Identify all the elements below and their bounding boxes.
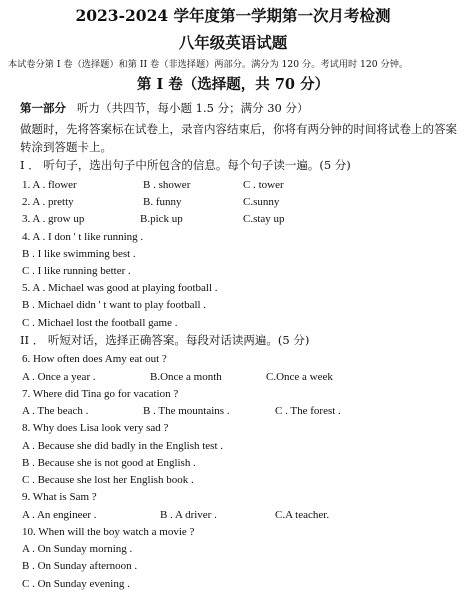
q2-option-c: C.sunny [243, 196, 280, 208]
q7-option-b: B . The mountains . [143, 405, 230, 417]
q4-option-a: 4. A . I don ' t like running . [22, 231, 144, 243]
q1-option-b: B . shower [143, 179, 191, 191]
exam-title: 2023-2024 学年度第一学期第一次月考检测 [75, 6, 391, 25]
q8-option-b: B . Because she is not good at English . [22, 457, 196, 469]
q8-option-a: A . Because she did badly in the English test . [22, 440, 224, 452]
q4-option-b: B . I like swimming best . [22, 248, 136, 260]
q1-option-a: 1. A . flower [22, 179, 77, 191]
q6-question: 6. How often does Amy eat out ? [22, 353, 167, 365]
q7-option-c: C . The forest . [275, 405, 341, 417]
q5-option-a: 5. A . Michael was good at playing football . [22, 282, 218, 294]
q9-option-c: C.A teacher. [275, 509, 330, 521]
q9-option-a: A . An engineer . [22, 509, 97, 521]
q3-option-a: 3. A . grow up [22, 213, 85, 225]
q6-option-b: B.Once a month [150, 371, 222, 383]
q5-option-b: B . Michael didn ' t want to play football . [22, 299, 207, 311]
q10-option-c: C . On Sunday evening . [22, 578, 130, 590]
part-label: 第一部分 [20, 101, 66, 115]
q3-option-b: B.pick up [140, 213, 183, 225]
q2-option-a: 2. A . pretty [22, 196, 74, 208]
q10-question: 10. When will the boy watch a movie ? [22, 526, 195, 538]
q10-option-a: A . On Sunday morning . [22, 543, 133, 555]
exam-subtitle: 八年级英语试题 [178, 33, 288, 52]
q8-option-c: C . Because she lost her English book . [22, 474, 194, 486]
q2-option-b: B. funny [143, 196, 182, 208]
q7-question: 7. Where did Tina go for vacation ? [22, 388, 179, 400]
q3-option-c: C.stay up [243, 213, 285, 225]
part-heading [20, 100, 309, 116]
q1-option-c: C . tower [243, 179, 284, 191]
part-ii-heading: II ． 听短对话，选择正确答案。每段对话读两遍。(5 分) [20, 333, 310, 347]
q6-option-c: C.Once a week [266, 371, 333, 383]
q4-option-c: C . I like running better . [22, 265, 131, 277]
q9-option-b: B . A driver . [160, 509, 217, 521]
q8-question: 8. Why does Lisa look very sad ? [22, 422, 169, 434]
q6-option-a: A . Once a year . [22, 371, 96, 383]
section-title: 第 I 卷（选择题，共 70 分） [136, 76, 330, 93]
q10-option-b: B . On Sunday afternoon . [22, 560, 138, 572]
instruction-text: 做题时，先将答案标在试卷上，录音内容结束后，你将有两分钟的时间将试卷上的答案转涂到答题卡上。 [20, 122, 457, 154]
q7-option-a: A . The beach . [22, 405, 89, 417]
q9-question: 9. What is Sam ? [22, 491, 97, 503]
q5-option-c: C . Michael lost the football game . [22, 317, 178, 329]
part-title: 听力（共四节，每小题 1.5 分；满分 30 分） [76, 101, 309, 115]
exam-note: 本试卷分第 I 卷（选择题）和第 II 卷（非选择题）两部分。满分为 120 分。考试用时 120 分钟。 [8, 59, 409, 70]
part-i-heading: I ． 听句子，选出句子中所包含的信息。每个句子读一遍。(5 分) [20, 158, 351, 172]
